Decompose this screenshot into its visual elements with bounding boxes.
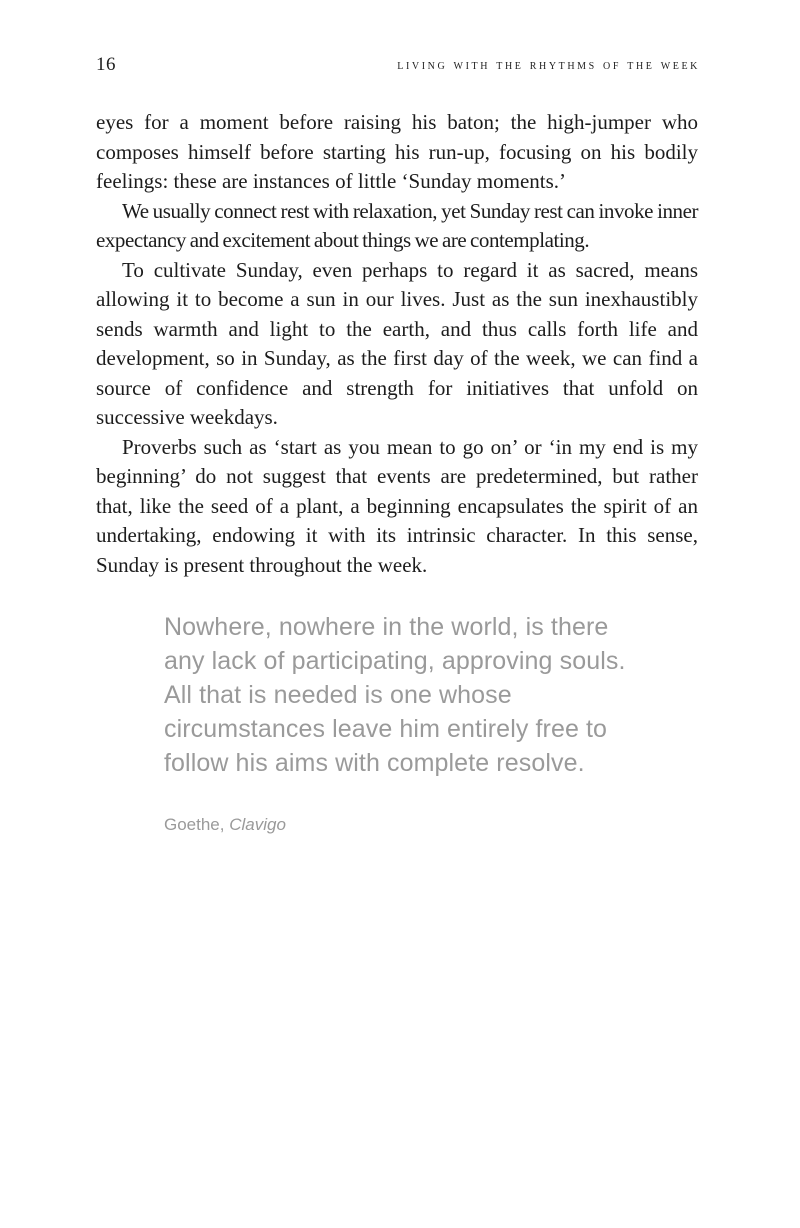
epigraph-work-title: Clavigo — [229, 815, 286, 834]
epigraph — [164, 610, 634, 836]
paragraph-sunday-rest: We usually connect rest with relaxation, yet Sunday rest can invoke inner expectancy and excitement about things we are contemplating. — [96, 198, 698, 252]
body-text — [96, 108, 698, 580]
page-number: 16 — [96, 54, 116, 75]
paragraph-proverbs: Proverbs such as ‘start as you mean to go on’ or ‘in my end is my beginning’ do not suggest that events are predetermined, but rather that, like the seed of a plant, a beginning encapsulates the spirit of an undertaking, endowing it with its intrinsic character. In this sense, Sunday is present throughout the week. — [96, 434, 698, 577]
paragraph-continuation: eyes for a moment before raising his baton; the high-jumper who composes himself before starting his run-up, focusing on his bodily feelings: these are instances of little ‘Sunday moments.’ — [96, 110, 698, 193]
paragraph-cultivate-sunday: To cultivate Sunday, even perhaps to regard it as sacred, means allowing it to become a sun in our lives. Just as the sun inexhaustibly sends warmth and light to the earth, and thus calls forth life and development, so in Sunday, as the first day of the week, we can find a source of confidence and strength for initiatives that unfold on successive weekdays. — [96, 257, 698, 429]
running-title: living with the rhythms of the week — [397, 57, 700, 73]
running-head — [96, 50, 700, 80]
epigraph-quote: Nowhere, nowhere in the world, is there any lack of participating, approving souls. All that is needed is one whose circumstances leave him entirely free to follow his aims with complete resolve. — [164, 613, 626, 777]
epigraph-attribution — [164, 814, 634, 836]
epigraph-author: Goethe, — [164, 815, 230, 834]
